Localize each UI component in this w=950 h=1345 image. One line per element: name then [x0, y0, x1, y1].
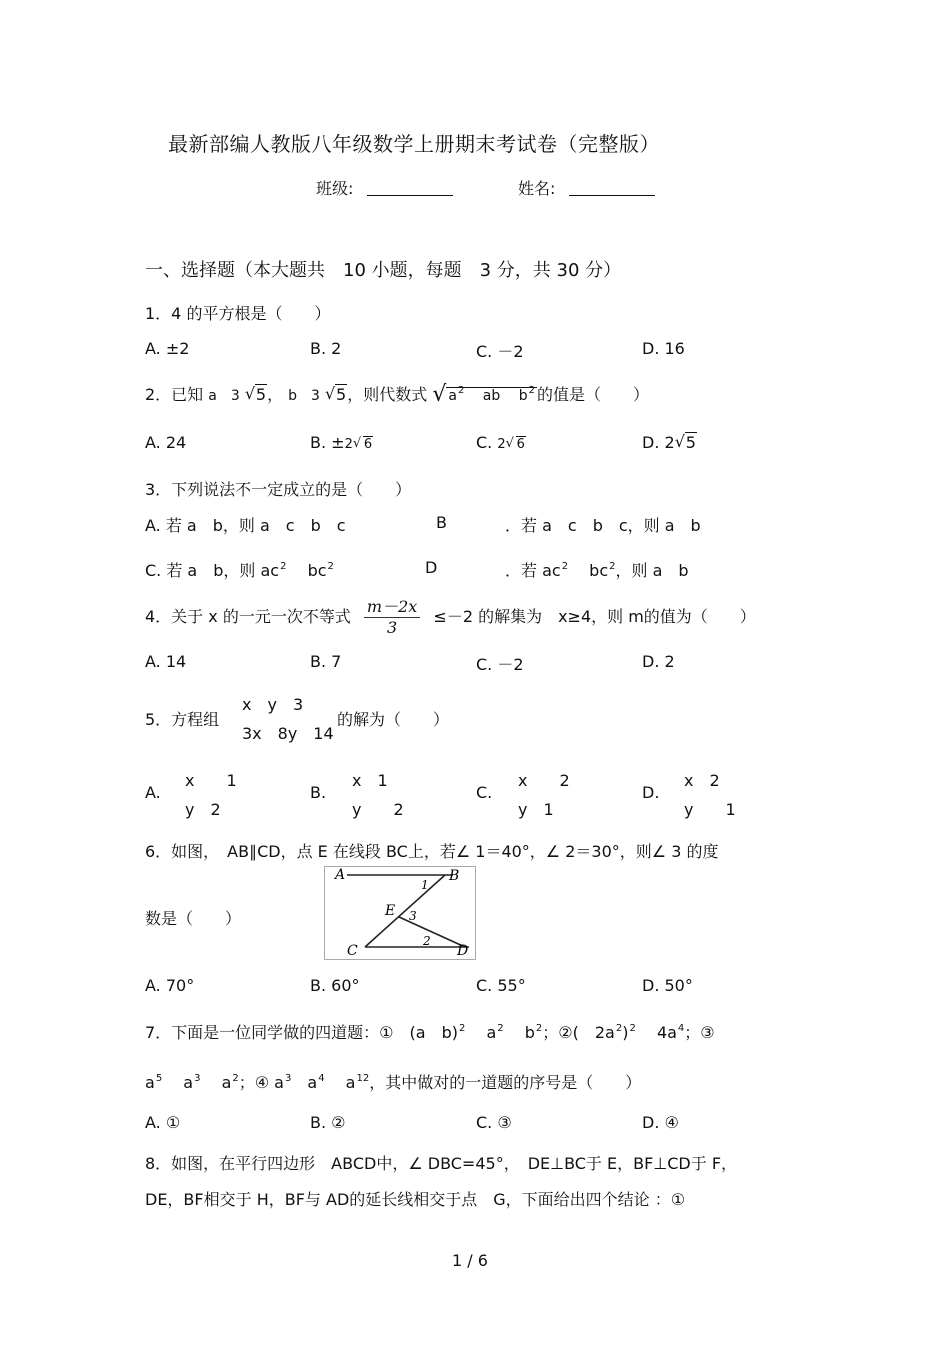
q3-option-b-label: B — [436, 513, 447, 532]
q2-mid: ，则代数式 — [347, 385, 428, 404]
q5-suffix: 的解为（ ） — [337, 710, 450, 729]
q6-option-a: A. 70° — [145, 976, 195, 995]
q5-option-d-x: x 2 — [684, 771, 720, 790]
q6-stem-continued: 数是（ ） — [145, 909, 242, 928]
sqrt-5: √ 5 — [325, 385, 347, 404]
label-angle-3: 3 — [409, 909, 417, 923]
page-number: 1 / 6 — [452, 1251, 488, 1270]
q5-option-c-x: x 2 — [518, 771, 570, 790]
q7-line-1: 7．下面是一位同学做的四道题：① (a b)$^2$ $a^2$ $b^2$；②( $2a^2)^2$ $4a^4$；③ — [145, 1023, 715, 1042]
q3-option-a: A. 若 a b，则 a c b c — [145, 516, 346, 535]
q3-stem: 3．下列说法不一定成立的是（ ） — [145, 480, 412, 499]
q4-fraction: $\frac{m-2x}{3}$ — [364, 594, 420, 637]
label-angle-2: 2 — [423, 934, 431, 948]
q2-option-d: D. 2√ 5 — [642, 433, 697, 452]
q1-option-c: C. －2 — [476, 342, 524, 361]
q1-stem: 1．4 的平方根是（ ） — [145, 304, 331, 323]
q3-option-d: ．若 $ac^2$ $bc^2$，则 a b — [505, 561, 689, 580]
label-d: D — [457, 943, 469, 959]
q6-stem: 6．如图， AB∥CD，点 E 在线段 BC上，若∠ 1＝40°，∠ 2＝30°，则∠ 3 的度 — [145, 842, 719, 861]
q2-prefix: 2．已知 — [145, 385, 204, 404]
q2-option-a: A. 24 — [145, 433, 187, 452]
section-heading: 一、选择题（本大题共 10 小题，每题 3 分，共 30 分） — [145, 260, 622, 281]
q2-option-b: B. ±2√ 6 — [310, 433, 373, 452]
q2-radical-expression: √ $a^2$ ab $b^2$ — [432, 385, 537, 405]
page-title: 最新部编人教版八年级数学上册期末考试卷（完整版） — [168, 132, 660, 156]
class-blank — [367, 179, 453, 196]
q2-stem: 2．已知 a 3 √ 5， b 3 √ 5，则代数式 √ $a^2$ ab $b^2$ 的值是（ ） — [145, 382, 649, 405]
q4-prefix: 4．关于 x 的一元一次不等式 — [145, 607, 351, 626]
q5-equation-1: x y 3 — [242, 695, 304, 714]
name-label: 姓名: — [518, 179, 556, 198]
q6-figure-svg — [325, 867, 475, 959]
class-label: 班级: — [316, 179, 354, 198]
label-angle-1: 1 — [421, 878, 429, 892]
label-e: E — [385, 903, 396, 919]
q2-b-def: b 3 — [288, 388, 320, 404]
name-field — [518, 176, 655, 199]
q8-line-1: 8．如图，在平行四边形 ABCD中，∠ DBC=45°， DE⊥BC于 E，BF⊥CD于 F， — [145, 1154, 738, 1173]
q5-option-a-y: y 2 — [185, 800, 221, 819]
q7-line-2: $a^5$ $a^3$ $a^2$；④ $a^3$ $a^4$ $a^{12}$，其中做对的一道题的序号是（ ） — [145, 1073, 642, 1092]
q5-option-c-y: y 1 — [518, 800, 554, 819]
q5-option-b-x: x 1 — [352, 771, 388, 790]
q3-option-b: ．若 a c b c，则 a b — [505, 516, 701, 535]
sqrt-5: √ 5 — [245, 385, 267, 404]
q8-line-2: DE，BF相交于 H，BF与 AD的延长线相交于点 G，下面给出四个结论 ：① — [145, 1190, 686, 1209]
name-blank — [569, 179, 655, 196]
q5-option-b-y: y 2 — [352, 800, 404, 819]
q5-option-c-label: C. — [476, 783, 493, 802]
q1-option-d: D. 16 — [642, 339, 685, 358]
q1-option-b: B. 2 — [310, 339, 342, 358]
q4-option-c: C. －2 — [476, 655, 524, 674]
q5-equation-2: 3x 8y 14 — [242, 724, 334, 743]
q7-option-a: A. ① — [145, 1113, 181, 1132]
q5-option-a-label: A. — [145, 783, 161, 802]
q2-option-c: C. 2√ 6 — [476, 433, 526, 452]
label-a: A — [335, 867, 346, 883]
line-bc — [365, 875, 445, 947]
q2-suffix: 的值是（ ） — [536, 385, 649, 404]
q6-geometry-figure — [324, 866, 476, 960]
class-field — [316, 176, 453, 199]
q4-option-b: B. 7 — [310, 652, 342, 671]
q4-option-d: D. 2 — [642, 652, 675, 671]
q4-option-a: A. 14 — [145, 652, 187, 671]
q6-option-c: C. 55° — [476, 976, 526, 995]
q6-option-b: B. 60° — [310, 976, 360, 995]
q5-option-a-x: x 1 — [185, 771, 237, 790]
q5-option-d-y: y 1 — [684, 800, 736, 819]
q4-suffix: ≤－2 的解集为 x≥4，则 m的值为（ ） — [433, 607, 756, 626]
q5-option-b-label: B. — [310, 783, 327, 802]
q3-option-c: C. 若 a b，则 $ac^2$ $bc^2$ — [145, 561, 334, 580]
q1-option-a: A. ±2 — [145, 339, 190, 358]
q7-option-d: D. ④ — [642, 1113, 679, 1132]
q5-option-d-label: D. — [642, 783, 660, 802]
q6-option-d: D. 50° — [642, 976, 693, 995]
q5-prefix: 5．方程组 — [145, 710, 220, 729]
q3-option-d-label: D — [425, 558, 438, 577]
q4-stem — [145, 594, 756, 637]
q7-option-c: C. ③ — [476, 1113, 512, 1132]
label-b: B — [449, 868, 460, 884]
q2-a-def: a 3 — [208, 388, 240, 404]
label-c: C — [347, 943, 358, 959]
q7-option-b: B. ② — [310, 1113, 346, 1132]
